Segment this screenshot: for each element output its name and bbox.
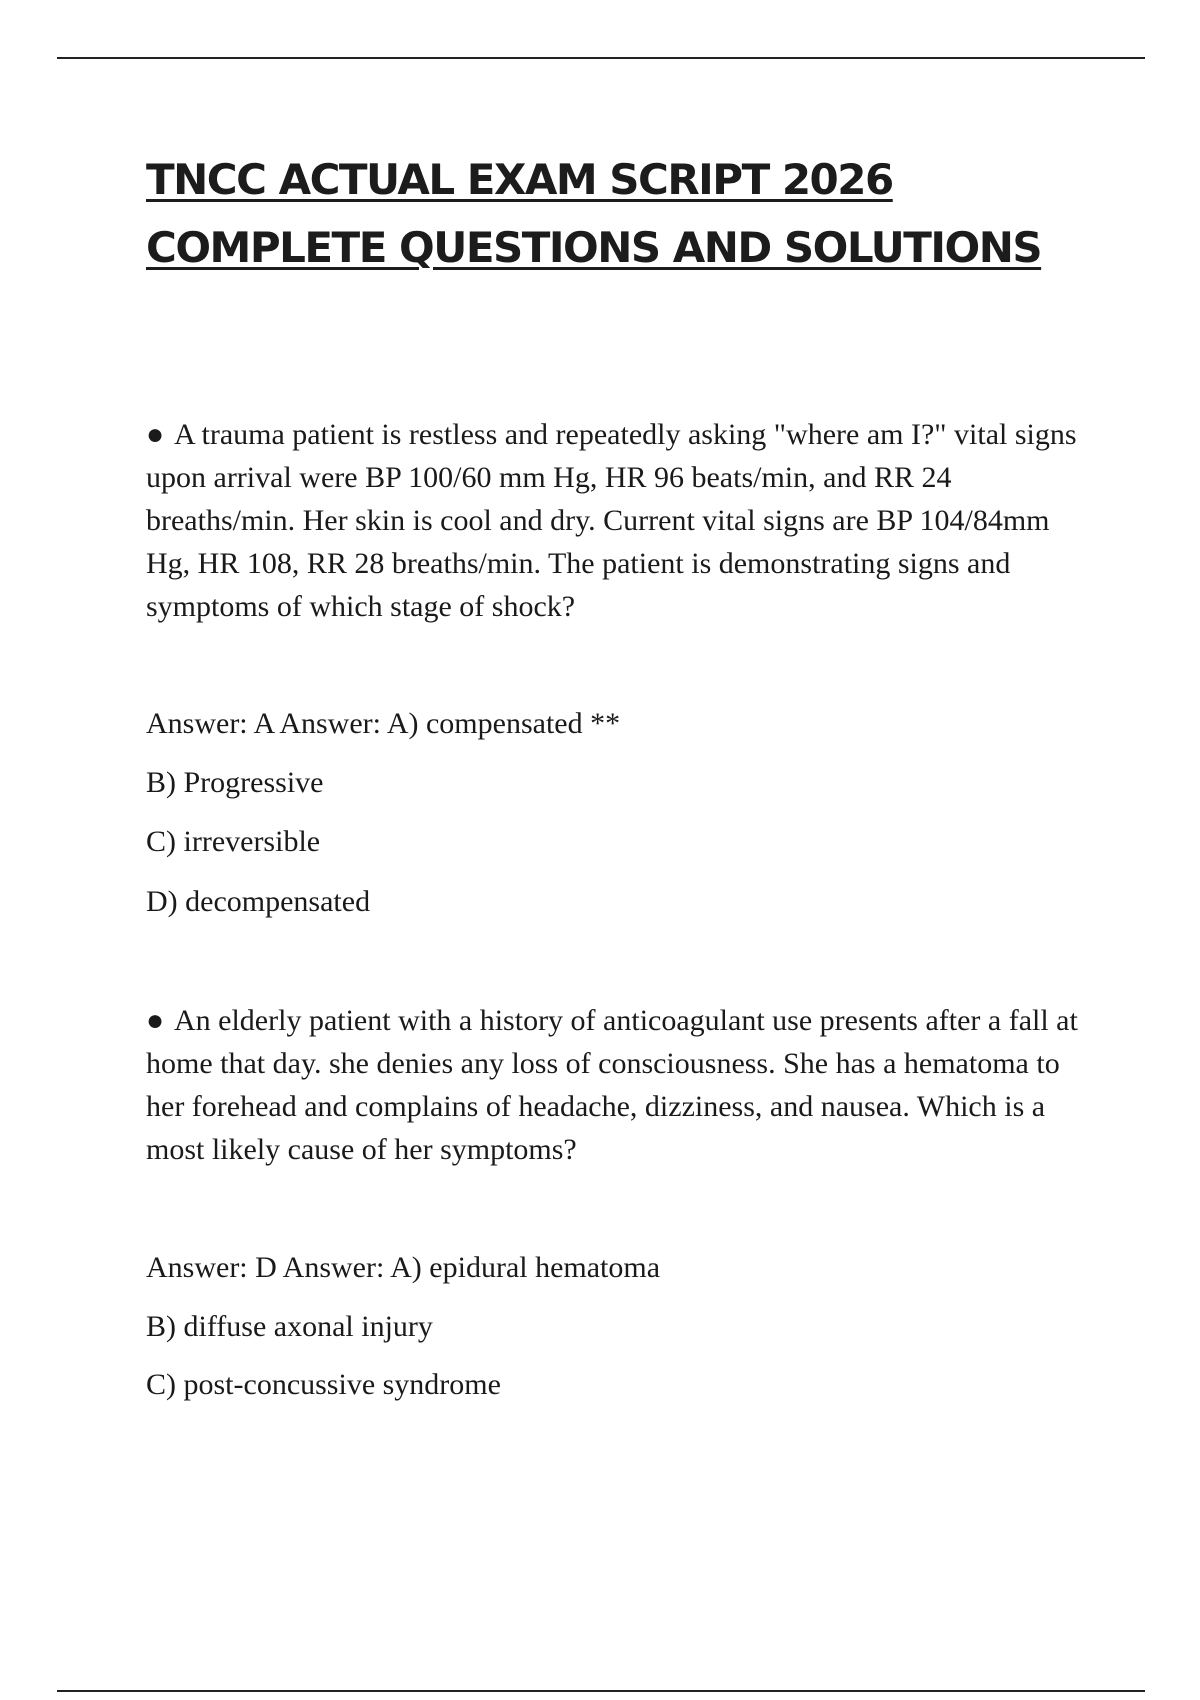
title-line-2: COMPLETE QUESTIONS AND SOLUTIONS xyxy=(146,223,1042,272)
q2-option-c: C) post-concussive syndrome xyxy=(146,1368,501,1401)
question-1 xyxy=(146,413,1096,628)
question-2 xyxy=(146,999,1096,1171)
q2-option-b: B) diffuse axonal injury xyxy=(146,1310,433,1343)
bullet-icon: ● xyxy=(146,418,165,451)
q1-option-b: B) Progressive xyxy=(146,766,324,799)
q1-option-c: C) irreversible xyxy=(146,825,321,858)
question-2-text: An elderly patient with a history of anticoagulant use presents after a fall at home that day. she denies any loss of consciousness. She has a hematoma to her forehead and complains of headache, dizziness, and nausea. Which is a most likely cause of her symptoms? xyxy=(146,1004,1078,1166)
q1-option-d: D) decompensated xyxy=(146,885,371,918)
bullet-icon: ● xyxy=(146,1004,165,1037)
top-rule xyxy=(57,57,1145,59)
q1-answer-line: Answer: A Answer: A) compensated ** xyxy=(146,707,621,740)
bottom-rule xyxy=(57,1690,1145,1692)
q2-answer-line: Answer: D Answer: A) epidural hematoma xyxy=(146,1251,661,1284)
document-title xyxy=(146,146,1041,282)
question-1-text: A trauma patient is restless and repeatedly asking "where am I?" vital signs upon arrival were BP 100/60 mm Hg, HR 96 beats/min, and RR 24 breaths/min. Her skin is cool and dry. Current vital signs are BP 104/84mm Hg, HR 108, RR 28 breaths/min. The patient is demonstrating signs and symptoms of which stage of shock? xyxy=(146,418,1077,623)
title-line-1: TNCC ACTUAL EXAM SCRIPT 2026 xyxy=(146,155,893,204)
